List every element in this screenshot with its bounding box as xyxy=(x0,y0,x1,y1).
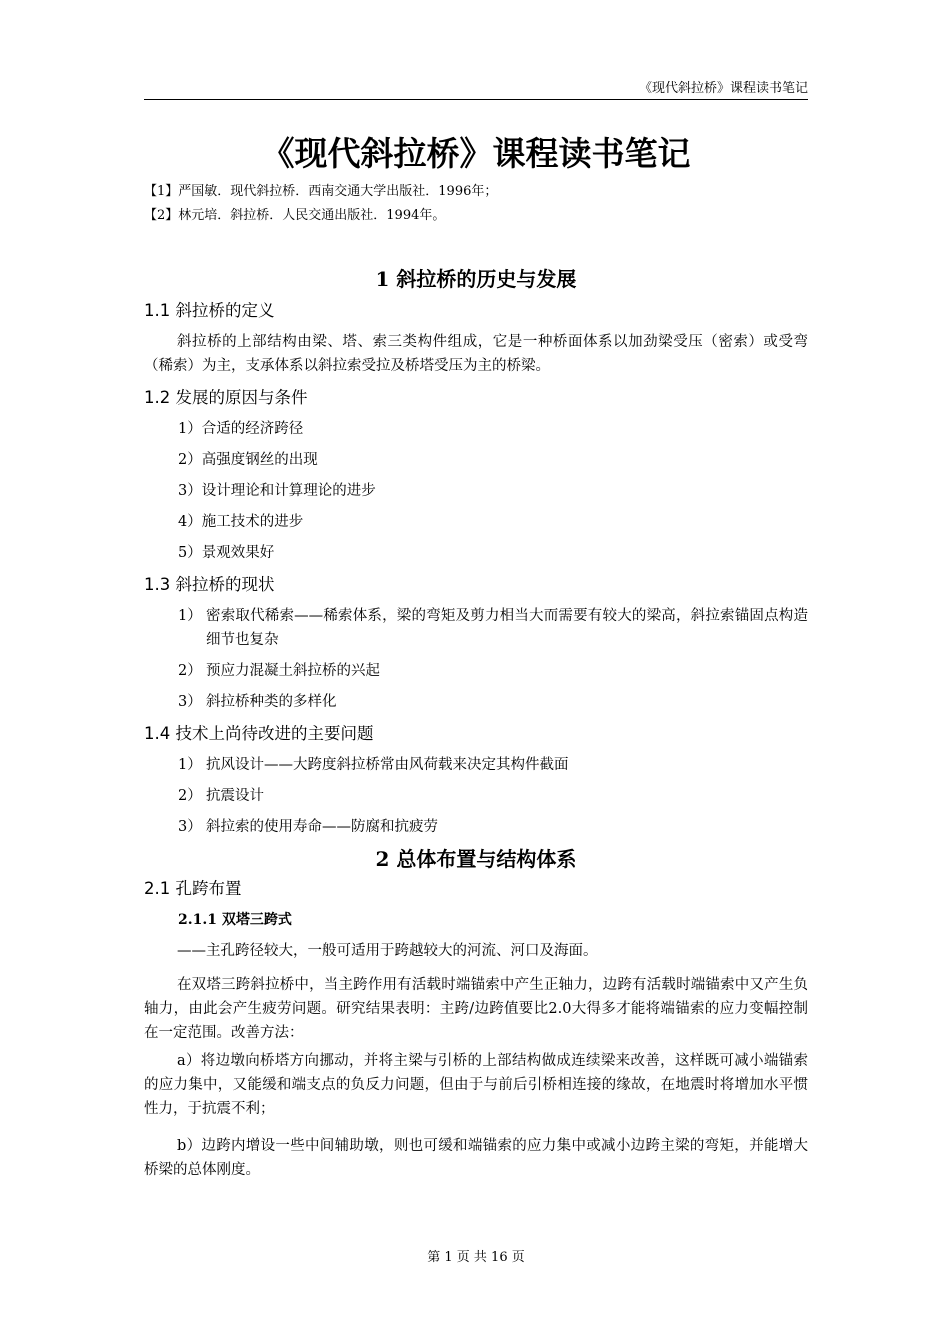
section-1-3-heading: 1.3 斜拉桥的现状 xyxy=(144,575,275,594)
paragraph: ——主孔跨径较大，一般可适用于跨越较大的河流、河口及海面。 xyxy=(177,943,598,959)
section-1-4-heading: 1.4 技术上尚待改进的主要问题 xyxy=(144,724,374,743)
page-footer: 第 1 页 共 16 页 xyxy=(427,1250,525,1265)
reference-1: 【1】严国敏．现代斜拉桥．西南交通大学出版社．1996年； xyxy=(144,184,498,199)
list-item-number: 2） xyxy=(178,663,202,679)
list-item xyxy=(178,659,808,683)
list-item-number: 1） xyxy=(178,608,202,624)
list-item-text: 密索取代稀索——稀索体系，梁的弯矩及剪力相当大而需要有较大的梁高，斜拉索锚固点构造细节也复杂 xyxy=(206,608,808,648)
chapter-2-heading: 2 总体布置与结构体系 xyxy=(375,847,577,871)
list-item-text: 抗震设计 xyxy=(206,788,264,804)
list-item xyxy=(178,784,808,808)
subsection-2-1-1-heading: 2.1.1 双塔三跨式 xyxy=(178,912,292,928)
section-1-1-heading: 1.1 斜拉桥的定义 xyxy=(144,301,275,320)
chapter-1-heading: 1 斜拉桥的历史与发展 xyxy=(375,267,577,291)
paragraph: 在双塔三跨斜拉桥中，当主跨作用有活载时端锚索中产生正轴力，边跨有活载时端锚索中又产生负轴力，由此会产生疲劳问题。研究结果表明：主跨/边跨值要比2.0大得多才能将端锚索的应力变幅控制在一定范围。改善方法： xyxy=(144,977,808,1041)
list-item: 2）高强度钢丝的出现 xyxy=(178,452,318,468)
list-item xyxy=(178,815,808,839)
document-title: 《现代斜拉桥》课程读书笔记 xyxy=(261,134,691,173)
list-item-number: 2） xyxy=(178,788,202,804)
running-header: 《现代斜拉桥》课程读书笔记 xyxy=(638,81,808,96)
list-item xyxy=(178,690,808,714)
list-item: 5）景观效果好 xyxy=(178,545,275,561)
reference-2: 【2】林元培．斜拉桥．人民交通出版社．1994年。 xyxy=(144,208,446,223)
list-item xyxy=(178,753,808,777)
list-item-text: 抗风设计——大跨度斜拉桥常由风荷载来决定其构件截面 xyxy=(206,757,569,773)
list-item: 4）施工技术的进步 xyxy=(178,514,304,530)
list-item-text: 斜拉索的使用寿命——防腐和抗疲劳 xyxy=(206,819,438,835)
header-rule xyxy=(144,99,808,100)
section-2-1-heading: 2.1 孔跨布置 xyxy=(144,879,242,898)
paragraph: a）将边墩向桥塔方向挪动，并将主梁与引桥的上部结构做成连续梁来改善，这样既可减小端锚索的应力集中，又能缓和端支点的负反力问题，但由于与前后引桥相连接的缘故，在地震时将增加水平惯性力，于抗震不利； xyxy=(144,1053,808,1117)
list-item: 3）设计理论和计算理论的进步 xyxy=(178,483,376,499)
list-item-number: 1） xyxy=(178,757,202,773)
list-item-text: 斜拉桥种类的多样化 xyxy=(206,694,337,710)
list-item-number: 3） xyxy=(178,694,202,710)
list-item-text: 预应力混凝土斜拉桥的兴起 xyxy=(206,663,380,679)
section-1-2-heading: 1.2 发展的原因与条件 xyxy=(144,388,308,407)
list-item-number: 3） xyxy=(178,819,202,835)
section-1-1-paragraph: 斜拉桥的上部结构由梁、塔、索三类构件组成，它是一种桥面体系以加劲梁受压（密索）或受弯（稀索）为主，支承体系以斜拉索受拉及桥塔受压为主的桥梁。 xyxy=(144,334,808,374)
list-item xyxy=(178,604,808,652)
list-item: 1）合适的经济跨径 xyxy=(178,421,304,437)
paragraph: b）边跨内增设一些中间辅助墩，则也可缓和端锚索的应力集中或减小边跨主梁的弯矩，并能增大桥梁的总体刚度。 xyxy=(144,1138,808,1178)
